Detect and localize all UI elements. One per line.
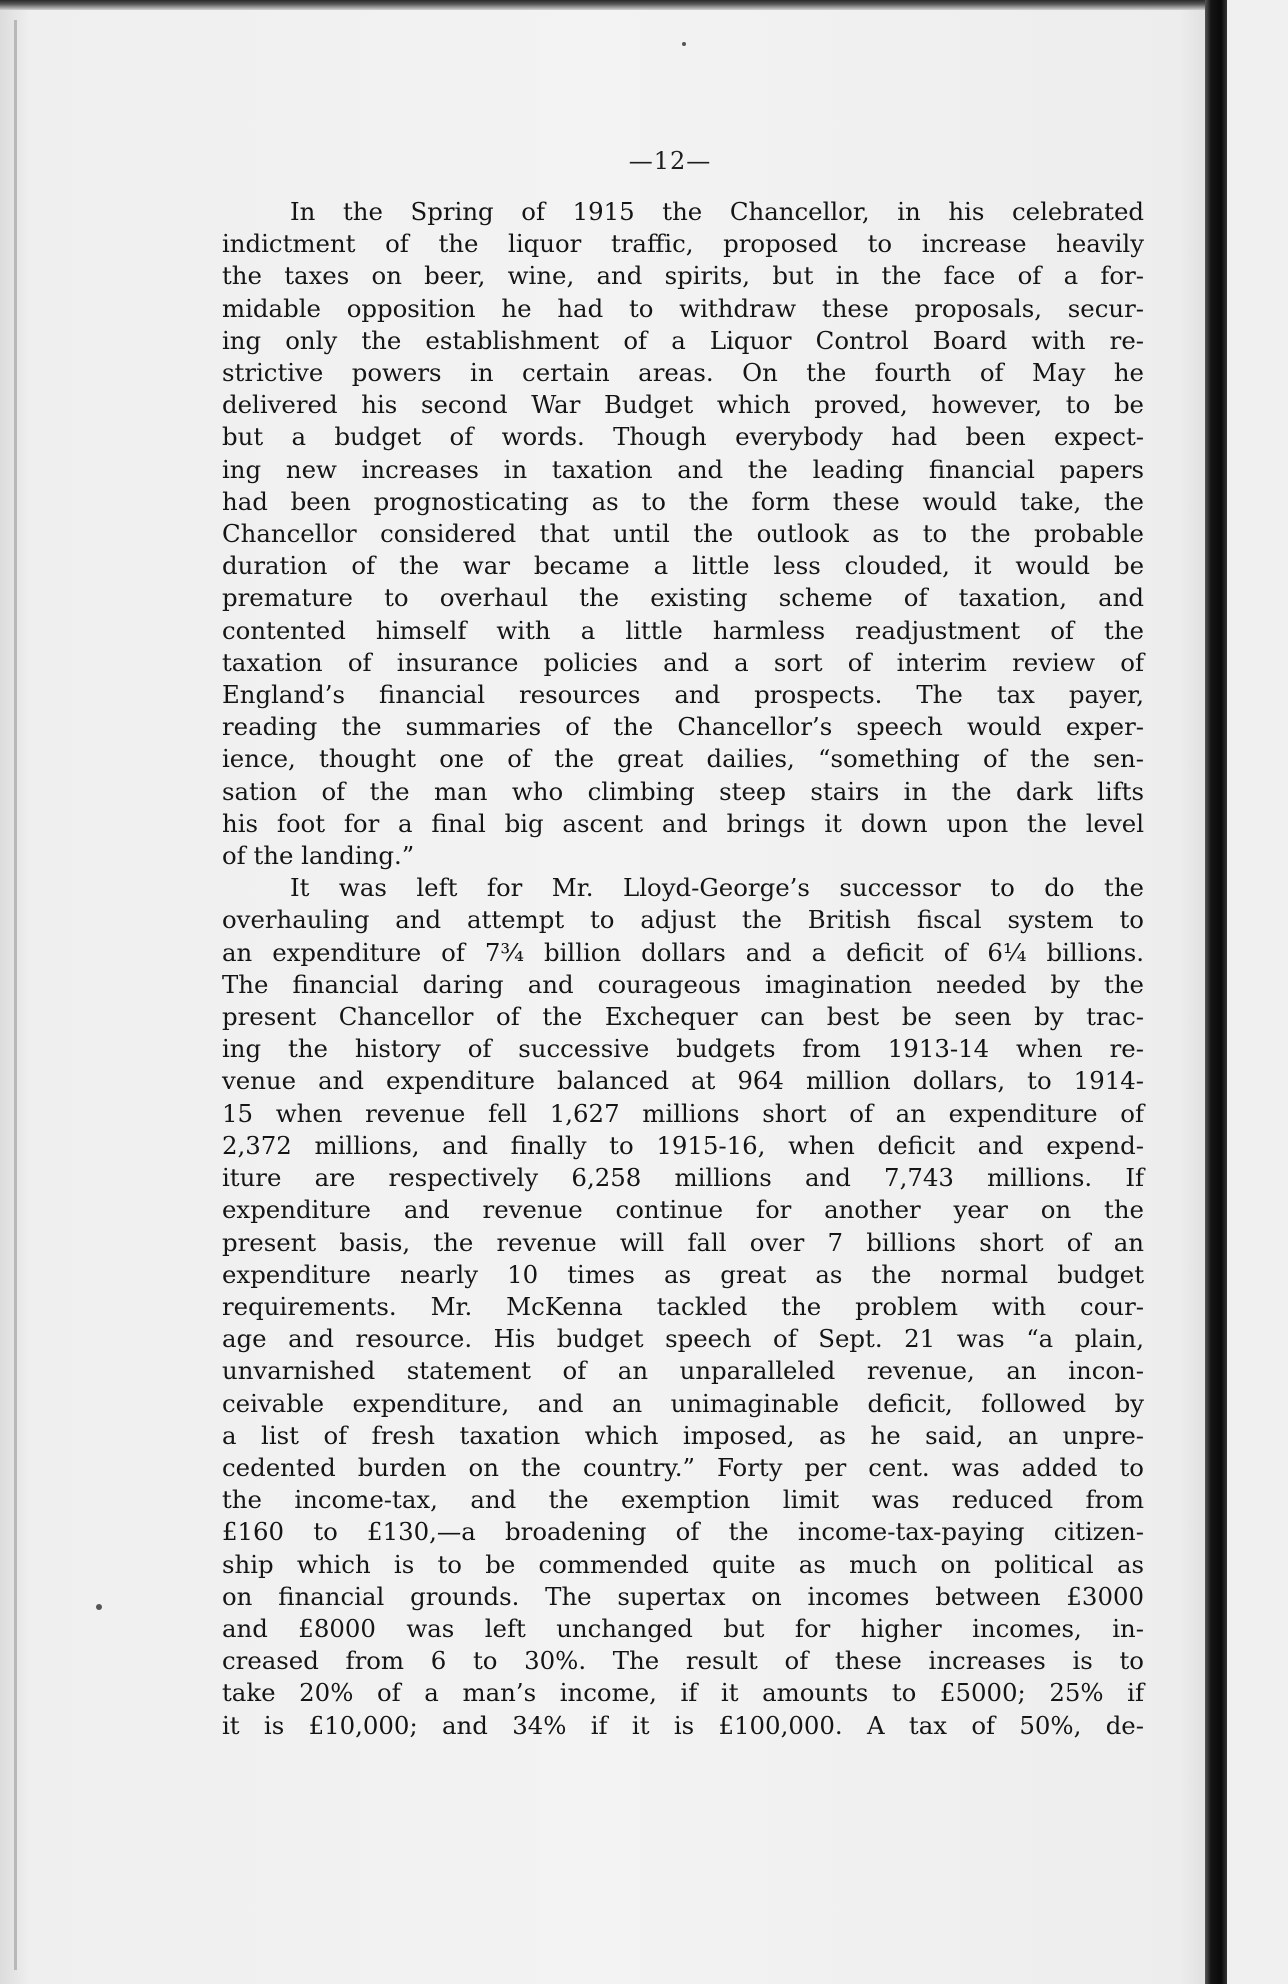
text-line: creased from 6 to 30%. The result of these increases is to bbox=[222, 1646, 1144, 1676]
text-line: expenditure nearly 10 times as great as the normal budget bbox=[222, 1259, 1144, 1289]
text-line: age and resource. His budget speech of Sept. 21 was “a plain, bbox=[222, 1324, 1144, 1354]
text-line: 2,372 millions, and finally to 1915-16, when deficit and expend- bbox=[222, 1130, 1144, 1160]
margin-speck bbox=[96, 1604, 102, 1610]
margin-speck bbox=[682, 42, 686, 46]
text-line: delivered his second War Budget which proved, however, to be bbox=[222, 390, 1144, 420]
page-number: —12— bbox=[628, 147, 712, 175]
text-line: the taxes on beer, wine, and spirits, but in the face of a for- bbox=[222, 261, 1144, 291]
text-line: contented himself with a little harmless readjustment of the bbox=[222, 615, 1144, 645]
text-line: ing the history of successive budgets from 1913-14 when re- bbox=[222, 1034, 1144, 1064]
facing-page-margin bbox=[1227, 0, 1288, 1984]
text-line: sation of the man who climbing steep stairs in the dark lifts bbox=[222, 776, 1144, 806]
text-line: present Chancellor of the Exchequer can best be seen by trac- bbox=[222, 1002, 1144, 1032]
text-line: ceivable expenditure, and an unimaginable deficit, followed by bbox=[222, 1388, 1144, 1418]
text-line: but a budget of words. Though everybody had been expect- bbox=[222, 422, 1144, 452]
text-line: midable opposition he had to withdraw these proposals, secur- bbox=[222, 293, 1144, 323]
text-line: it is £10,000; and 34% if it is £100,000. A tax of 50%, de- bbox=[222, 1710, 1144, 1740]
text-line: of the landing.” bbox=[222, 841, 415, 871]
text-line: expenditure and revenue continue for another year on the bbox=[222, 1195, 1144, 1225]
text-line: England’s financial resources and prospects. The tax payer, bbox=[222, 680, 1144, 710]
text-line: ing new increases in taxation and the leading financial papers bbox=[222, 454, 1144, 484]
text-line: It was left for Mr. Lloyd-George’s successor to do the bbox=[290, 873, 1144, 903]
text-line: The financial daring and courageous imagination needed by the bbox=[222, 969, 1144, 999]
text-line: duration of the war became a little less clouded, it would be bbox=[222, 551, 1144, 581]
text-line: ience, thought one of the great dailies, “something of the sen- bbox=[222, 744, 1144, 774]
text-line: reading the summaries of the Chancellor’s speech would exper- bbox=[222, 712, 1144, 742]
text-line: take 20% of a man’s income, if it amounts to £5000; 25% if bbox=[222, 1678, 1144, 1708]
text-line: £160 to £130,—a broadening of the income-tax-paying citizen- bbox=[222, 1517, 1144, 1547]
text-line: present basis, the revenue will fall over 7 billions short of an bbox=[222, 1227, 1144, 1257]
text-line: on financial grounds. The supertax on incomes between £3000 bbox=[222, 1581, 1144, 1611]
text-line: an expenditure of 7¾ billion dollars and a deficit of 6¼ billions. bbox=[222, 937, 1144, 967]
text-line: overhauling and attempt to adjust the British fiscal system to bbox=[222, 905, 1144, 935]
text-line: indictment of the liquor traffic, proposed to increase heavily bbox=[222, 229, 1144, 259]
text-line: taxation of insurance policies and a sort of interim review of bbox=[222, 647, 1144, 677]
text-line: In the Spring of 1915 the Chancellor, in his celebrated bbox=[290, 197, 1144, 226]
text-line: premature to overhaul the existing scheme of taxation, and bbox=[222, 583, 1144, 613]
text-line: strictive powers in certain areas. On the fourth of May he bbox=[222, 358, 1144, 388]
text-line: and £8000 was left unchanged but for higher incomes, in- bbox=[222, 1613, 1144, 1643]
text-line: ship which is to be commended quite as much on political as bbox=[222, 1549, 1144, 1579]
text-line: Chancellor considered that until the outlook as to the probable bbox=[222, 519, 1144, 549]
book-spine-shadow bbox=[1205, 0, 1227, 1984]
text-line: requirements. Mr. McKenna tackled the problem with cour- bbox=[222, 1291, 1144, 1321]
text-line: had been prognosticating as to the form these would take, the bbox=[222, 486, 1144, 516]
text-line: iture are respectively 6,258 millions and 7,743 millions. If bbox=[222, 1163, 1144, 1193]
text-line: a list of fresh taxation which imposed, as he said, an unpre- bbox=[222, 1420, 1144, 1450]
page-left-edge bbox=[14, 20, 17, 1970]
text-line: the income-tax, and the exemption limit was reduced from bbox=[222, 1485, 1144, 1515]
text-line: venue and expenditure balanced at 964 million dollars, to 1914- bbox=[222, 1066, 1144, 1096]
text-line: cedented burden on the country.” Forty per cent. was added to bbox=[222, 1452, 1144, 1482]
text-line: ing only the establishment of a Liquor Control Board with re- bbox=[222, 325, 1144, 355]
text-line: 15 when revenue fell 1,627 millions short of an expenditure of bbox=[222, 1098, 1144, 1128]
body-text bbox=[222, 196, 1144, 1742]
page-top-edge bbox=[0, 0, 1288, 10]
text-line: unvarnished statement of an unparalleled revenue, an incon- bbox=[222, 1356, 1144, 1386]
text-line: his foot for a final big ascent and brings it down upon the level bbox=[222, 808, 1144, 838]
